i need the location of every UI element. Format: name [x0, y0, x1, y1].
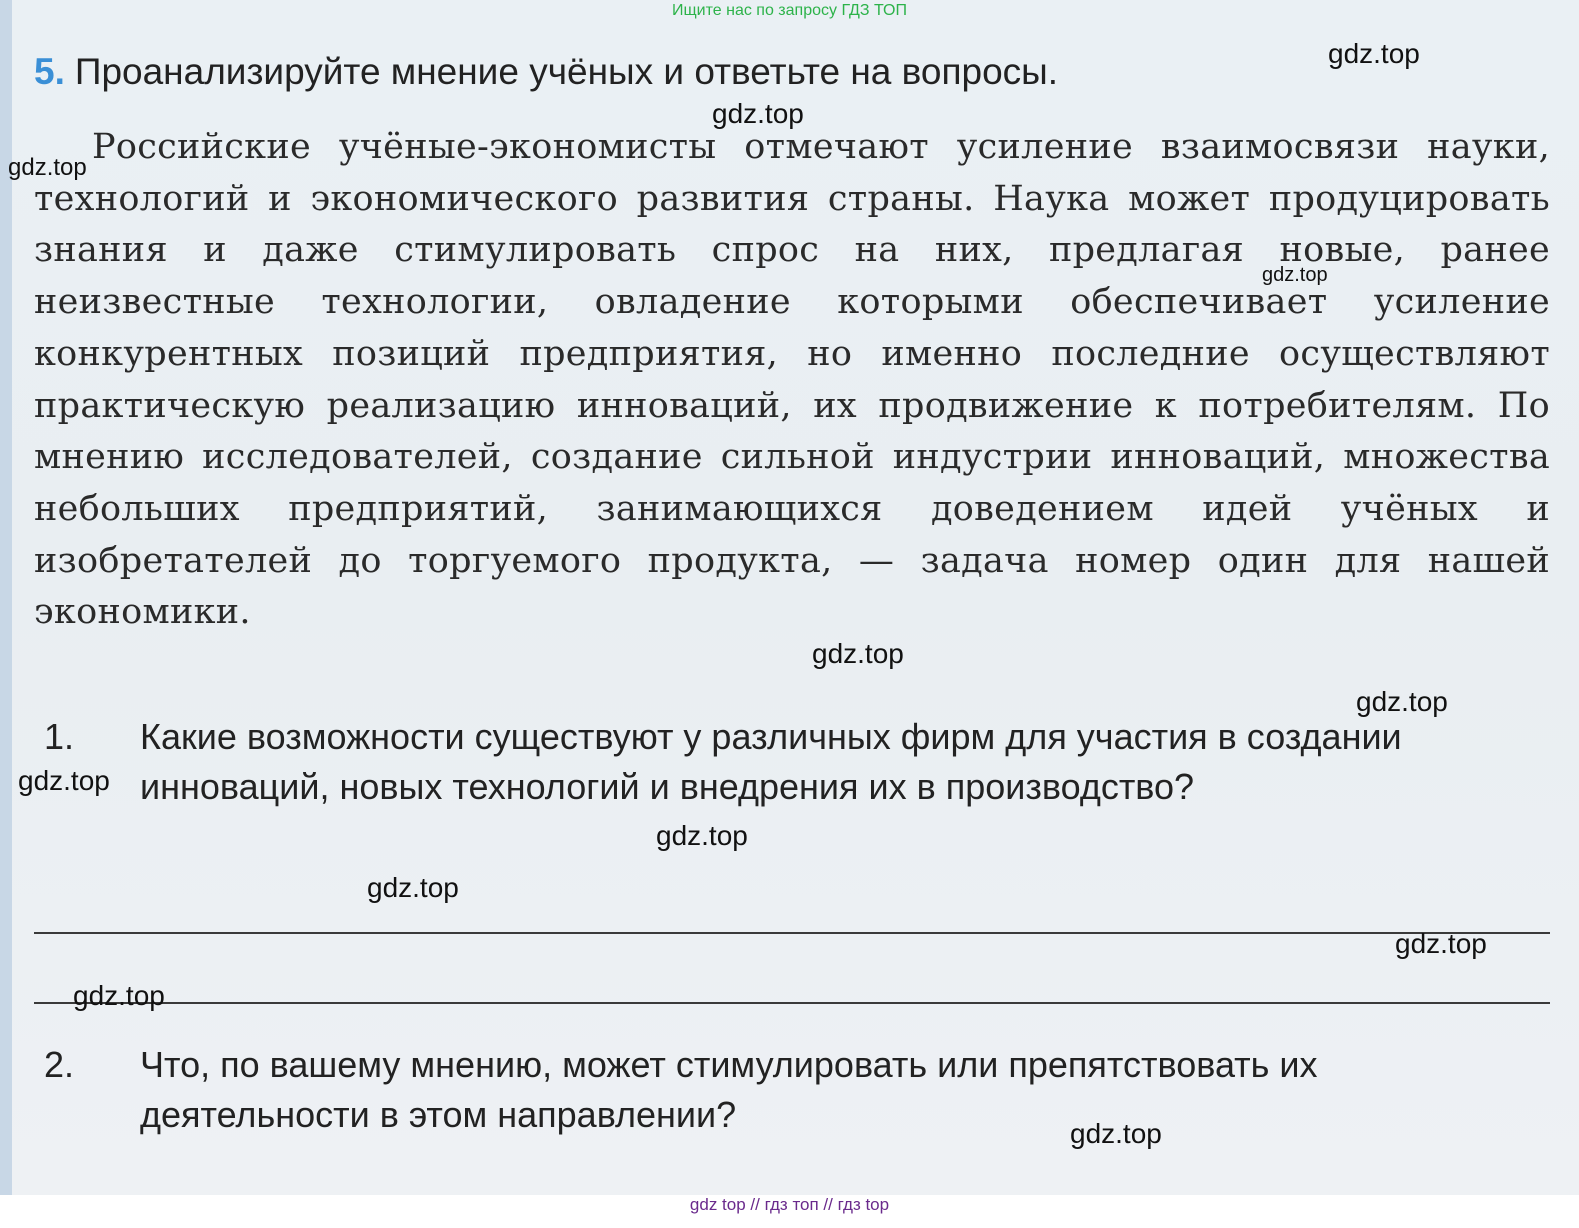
- answer-line-2[interactable]: [34, 1002, 1550, 1004]
- question-2-number: 2.: [44, 1044, 75, 1085]
- watermark: gdz.top: [1070, 1118, 1162, 1149]
- question-1-text: Какие возможности существуют у различных фирм для участия в создании инноваций, новых технологий и внедрения их в производство?: [140, 716, 1402, 807]
- watermark: gdz.top: [1395, 928, 1487, 959]
- watermark: gdz.top: [656, 820, 748, 851]
- watermark: gdz.top: [1262, 264, 1328, 286]
- watermark: gdz.top: [1356, 686, 1448, 717]
- question-2: [44, 1040, 1552, 1140]
- task-header: [34, 48, 1334, 96]
- scholars-opinion-paragraph: Российские учёные-экономисты отмечают усиление взаимосвязи науки, технологий и экономического развития страны. Наука может продуцировать знания и даже стимулировать спрос на них, предлагая новые, ранее неизвестные технологии, овладение которыми обеспечивает усиление конкурентных позиций предприятия, но именно последние осуществляют практическую реализацию инноваций, их продвижение к потребителям. По мнению исследователей, создание сильной индустрии инноваций, множества небольших предприятий, занимающихся доведением идей учёных и изобретателей до торгуемого продукта, — задача номер один для нашей экономики.: [34, 127, 1550, 633]
- watermark: gdz.top: [1328, 38, 1420, 69]
- task-title: Проанализируйте мнение учёных и ответьте на вопросы.: [74, 51, 1059, 92]
- footer-links[interactable]: gdz top // гдз топ // гдз top: [0, 1195, 1579, 1228]
- watermark: gdz.top: [8, 154, 87, 181]
- task-number: 5.: [34, 51, 65, 92]
- watermark: gdz.top: [73, 980, 165, 1011]
- watermark: gdz.top: [712, 98, 804, 129]
- watermark: gdz.top: [812, 638, 904, 669]
- question-2-text: Что, по вашему мнению, может стимулировать или препятствовать их деятельности в этом направлении?: [140, 1044, 1318, 1135]
- answer-line-1[interactable]: [34, 932, 1550, 934]
- top-banner[interactable]: Ищите нас по запросу ГДЗ ТОП: [672, 2, 907, 19]
- question-1-number: 1.: [44, 716, 75, 757]
- watermark: gdz.top: [18, 765, 110, 796]
- watermark: gdz.top: [367, 872, 459, 903]
